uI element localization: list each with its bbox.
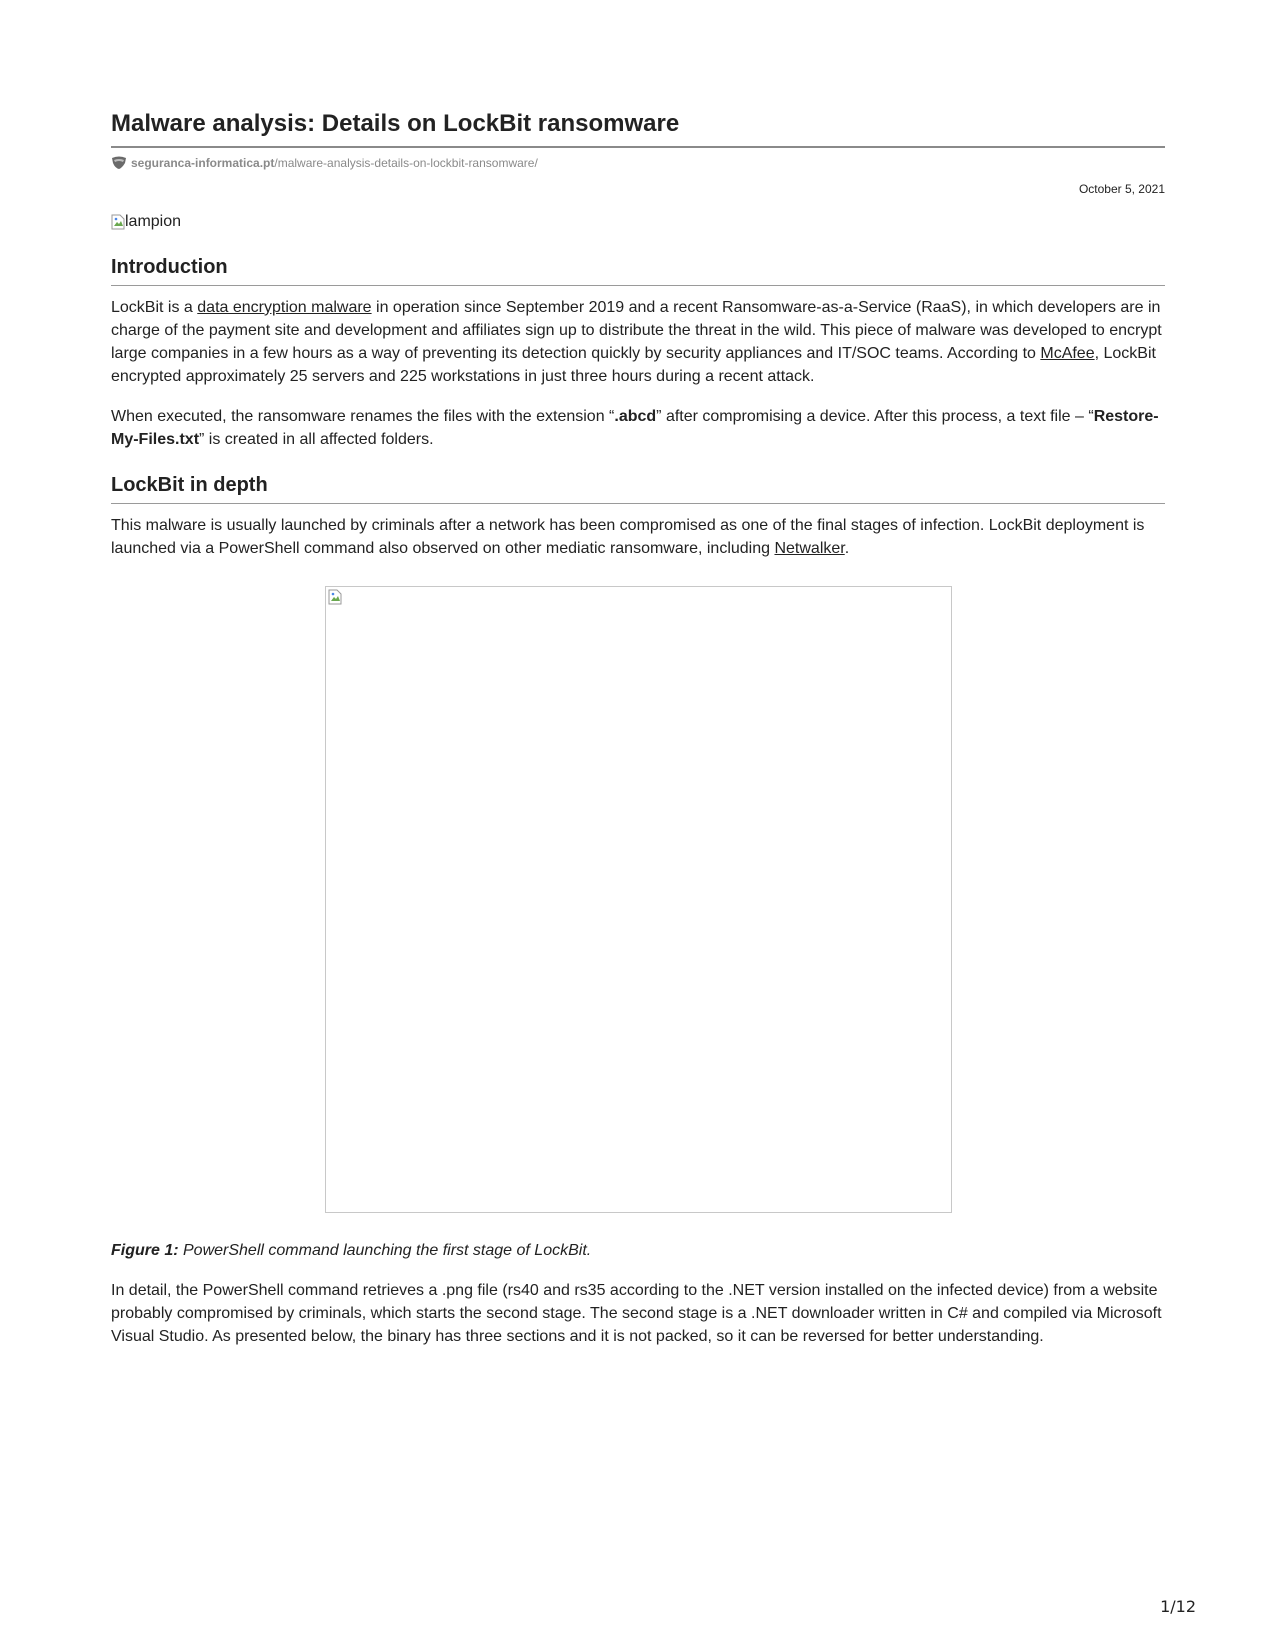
intro-paragraph-1 (111, 296, 1165, 388)
publish-date: October 5, 2021 (1078, 181, 1165, 196)
text-run: in operation since September 2019 and a recent Ransomware-as-a-Service (RaaS), in which developers are in charge of the payment site and development and affiliates sign up to distribute the threat in the wild. This piece of malware was developed to encrypt large companies in a few hours as a way of preventing its detection quickly by security appliances and IT/SOC teams. According to (111, 298, 1162, 362)
figure-caption-text: PowerShell command launching the first stage of LockBit. (178, 1241, 592, 1259)
text-run: LockBit is a (111, 298, 198, 316)
link-mcafee[interactable]: McAfee (1040, 344, 1095, 362)
hero-image (111, 211, 1165, 233)
intro-paragraph-2 (111, 405, 1165, 451)
source-path[interactable]: /malware-analysis-details-on-lockbit-ransomware/ (274, 155, 538, 170)
section-heading-introduction: Introduction (111, 255, 1165, 286)
text-run: , LockBit encrypted approximately 25 servers and 225 workstations in just three hours during a recent attack. (111, 344, 1156, 385)
source-domain[interactable]: seguranca-informatica.pt (131, 155, 275, 170)
broken-image-icon (328, 589, 342, 605)
figure-1-caption (111, 1239, 1165, 1262)
hero-image-alt: lampion (125, 212, 182, 230)
depth-paragraph-1 (111, 514, 1165, 560)
article (111, 110, 1165, 1348)
page-number: 1/12 (1160, 1597, 1196, 1616)
source-url[interactable] (111, 155, 1165, 171)
page-title: Malware analysis: Details on LockBit ransomware (111, 110, 1165, 148)
figure-caption-label: Figure 1: (111, 1241, 179, 1259)
figure-1-image (325, 586, 952, 1213)
text-run: This malware is usually launched by criminals after a network has been compromised as one of the final stages of infection. LockBit deployment is launched via a PowerShell command also observed on other mediatic ransomware, including (111, 516, 1145, 557)
bold-filename: Restore-My-Files.txt (111, 407, 1159, 448)
shield-icon (111, 156, 127, 170)
link-netwalker[interactable]: Netwalker (774, 539, 845, 557)
text-run: . (844, 539, 850, 557)
text-run: ” after compromising a device. After this process, a text file – “ (656, 407, 1094, 425)
link-data-encryption-malware[interactable]: data encryption malware (197, 298, 372, 316)
text-run: When executed, the ransomware renames the files with the extension “ (111, 407, 615, 425)
text-run: ” is created in all affected folders. (199, 430, 434, 448)
broken-image-icon (111, 214, 125, 230)
bold-extension: .abcd (614, 407, 657, 425)
depth-paragraph-2: In detail, the PowerShell command retrieves a .png file (rs40 and rs35 according to the .NET version installed on the infected device) from a website probably compromised by criminals, which starts the second stage. The second stage is a .NET downloader written in C# and compiled via Microsoft Visual Studio. As presented below, the binary has three sections and it is not packed, so it can be reversed for better understanding. (111, 1281, 1162, 1345)
section-heading-lockbit-in-depth: LockBit in depth (111, 473, 1165, 504)
